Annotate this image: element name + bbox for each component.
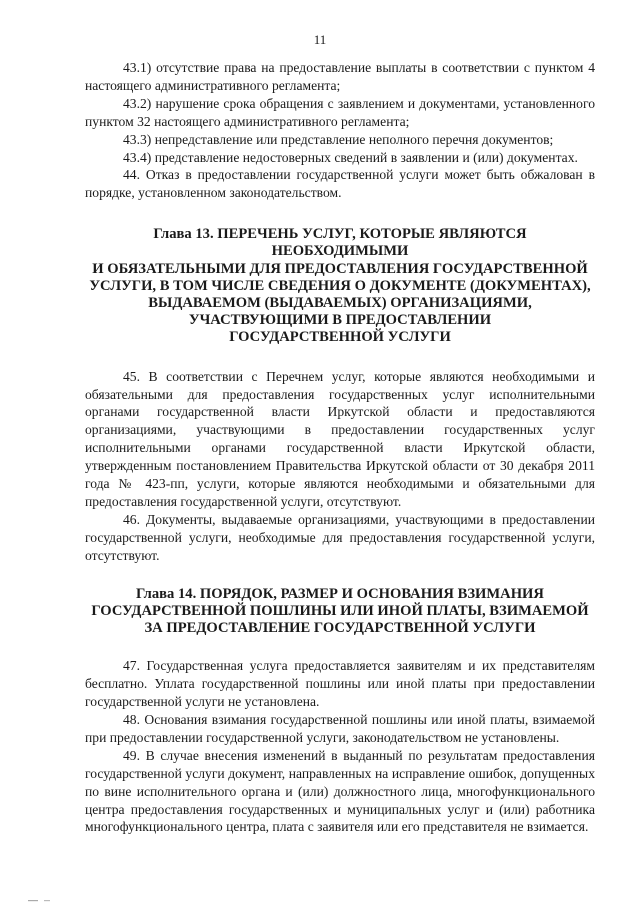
paragraph-45: 45. В соответствии с Перечнем услуг, которые являются необходимыми и обязательными для предоставления государственных услуг исполнительными органами государственной власти Иркутской области и предоставляются организациями, участвующими в предоставлении государственных услуг исполнительными органами государственной власти Иркутской области, утвержденным постановлением Правительства Иркутской области от 30 декабря 2011 года № 423-пп, услуги, которые являются необходимыми и обязательными для предоставления государственной услуги, отсутствуют. (85, 368, 595, 510)
chapter-13-line: ГОСУДАРСТВЕННОЙ УСЛУГИ (229, 329, 451, 346)
chapter-13-heading (85, 226, 595, 346)
page-number: 11 (313, 32, 327, 47)
chapter-13-line: УЧАСТВУЮЩИМИ В ПРЕДОСТАВЛЕНИИ (188, 312, 492, 329)
chapter-14-heading (85, 586, 595, 638)
paragraph-43-1: 43.1) отсутствие права на предоставление выплаты в соответствии с пунктом 4 настоящего административного регламента; (85, 60, 595, 93)
chapter-13-line: Глава 13. ПЕРЕЧЕНЬ УСЛУГ, КОТОРЫЕ ЯВЛЯЮТСЯ НЕОБХОДИМЫМИ (153, 226, 527, 260)
paragraph-48: 48. Основания взимания государственной пошлины или иной платы, взимаемой при предоставлении государственной услуги, законодательством не установлены. (85, 711, 595, 745)
paragraph-46: 46. Документы, выдаваемые организациями, участвующими в предоставлении государственной услуги, необходимые для предоставления государственной услуги, отсутствуют. (85, 511, 595, 563)
chapter-13-line: УСЛУГИ, В ТОМ ЧИСЛЕ СВЕДЕНИЯ О ДОКУМЕНТЕ (ДОКУМЕНТАХ), (89, 277, 591, 294)
paragraph-43-2: 43.2) нарушение срока обращения с заявлением и документами, установленного пунктом 32 настоящего административного регламента; (85, 95, 595, 129)
scan-specks (0, 895, 640, 905)
chapter-13-line: ВЫДАВАЕМОМ (ВЫДАВАЕМЫХ) ОРГАНИЗАЦИЯМИ, (148, 295, 532, 312)
paragraph-49: 49. В случае внесения изменений в выданный по результатам предоставления государственной услуги документ, направленных на исправление ошибок, допущенных по вине исполнительного органа и (или) должностного лица, многофункционального центра предоставления государственных и муниципальных услуг и (или) работника многофункционального центра, плата с заявителя или его представителя не взимается. (85, 747, 595, 835)
document-body (85, 59, 595, 836)
paragraph-47: 47. Государственная услуга предоставляется заявителям и их представителям бесплатно. Уплата государственной пошлины или иной платы при предоставлении государственной услуги не установлена. (85, 658, 595, 710)
paragraph-43-4: 43.4) представление недостоверных сведений в заявлении и (или) документах. (123, 149, 578, 165)
paragraph-44: 44. Отказ в предоставлении государственной услуги может быть обжалован в порядке, установленном законодательством. (85, 167, 595, 201)
chapter-14-line: ГОСУДАРСТВЕННОЙ ПОШЛИНЫ ИЛИ ИНОЙ ПЛАТЫ, ВЗИМАЕМОЙ (91, 602, 589, 619)
paragraph-43-3: 43.3) непредставление или представление неполного перечня документов; (123, 131, 554, 147)
chapter-14-line: Глава 14. ПОРЯДОК, РАЗМЕР И ОСНОВАНИЯ ВЗИМАНИЯ (136, 585, 544, 602)
chapter-14-line: ЗА ПРЕДОСТАВЛЕНИЕ ГОСУДАРСТВЕННОЙ УСЛУГИ (144, 620, 536, 637)
chapter-13-line: И ОБЯЗАТЕЛЬНЫМИ ДЛЯ ПРЕДОСТАВЛЕНИЯ ГОСУДАРСТВЕННОЙ (92, 260, 588, 277)
